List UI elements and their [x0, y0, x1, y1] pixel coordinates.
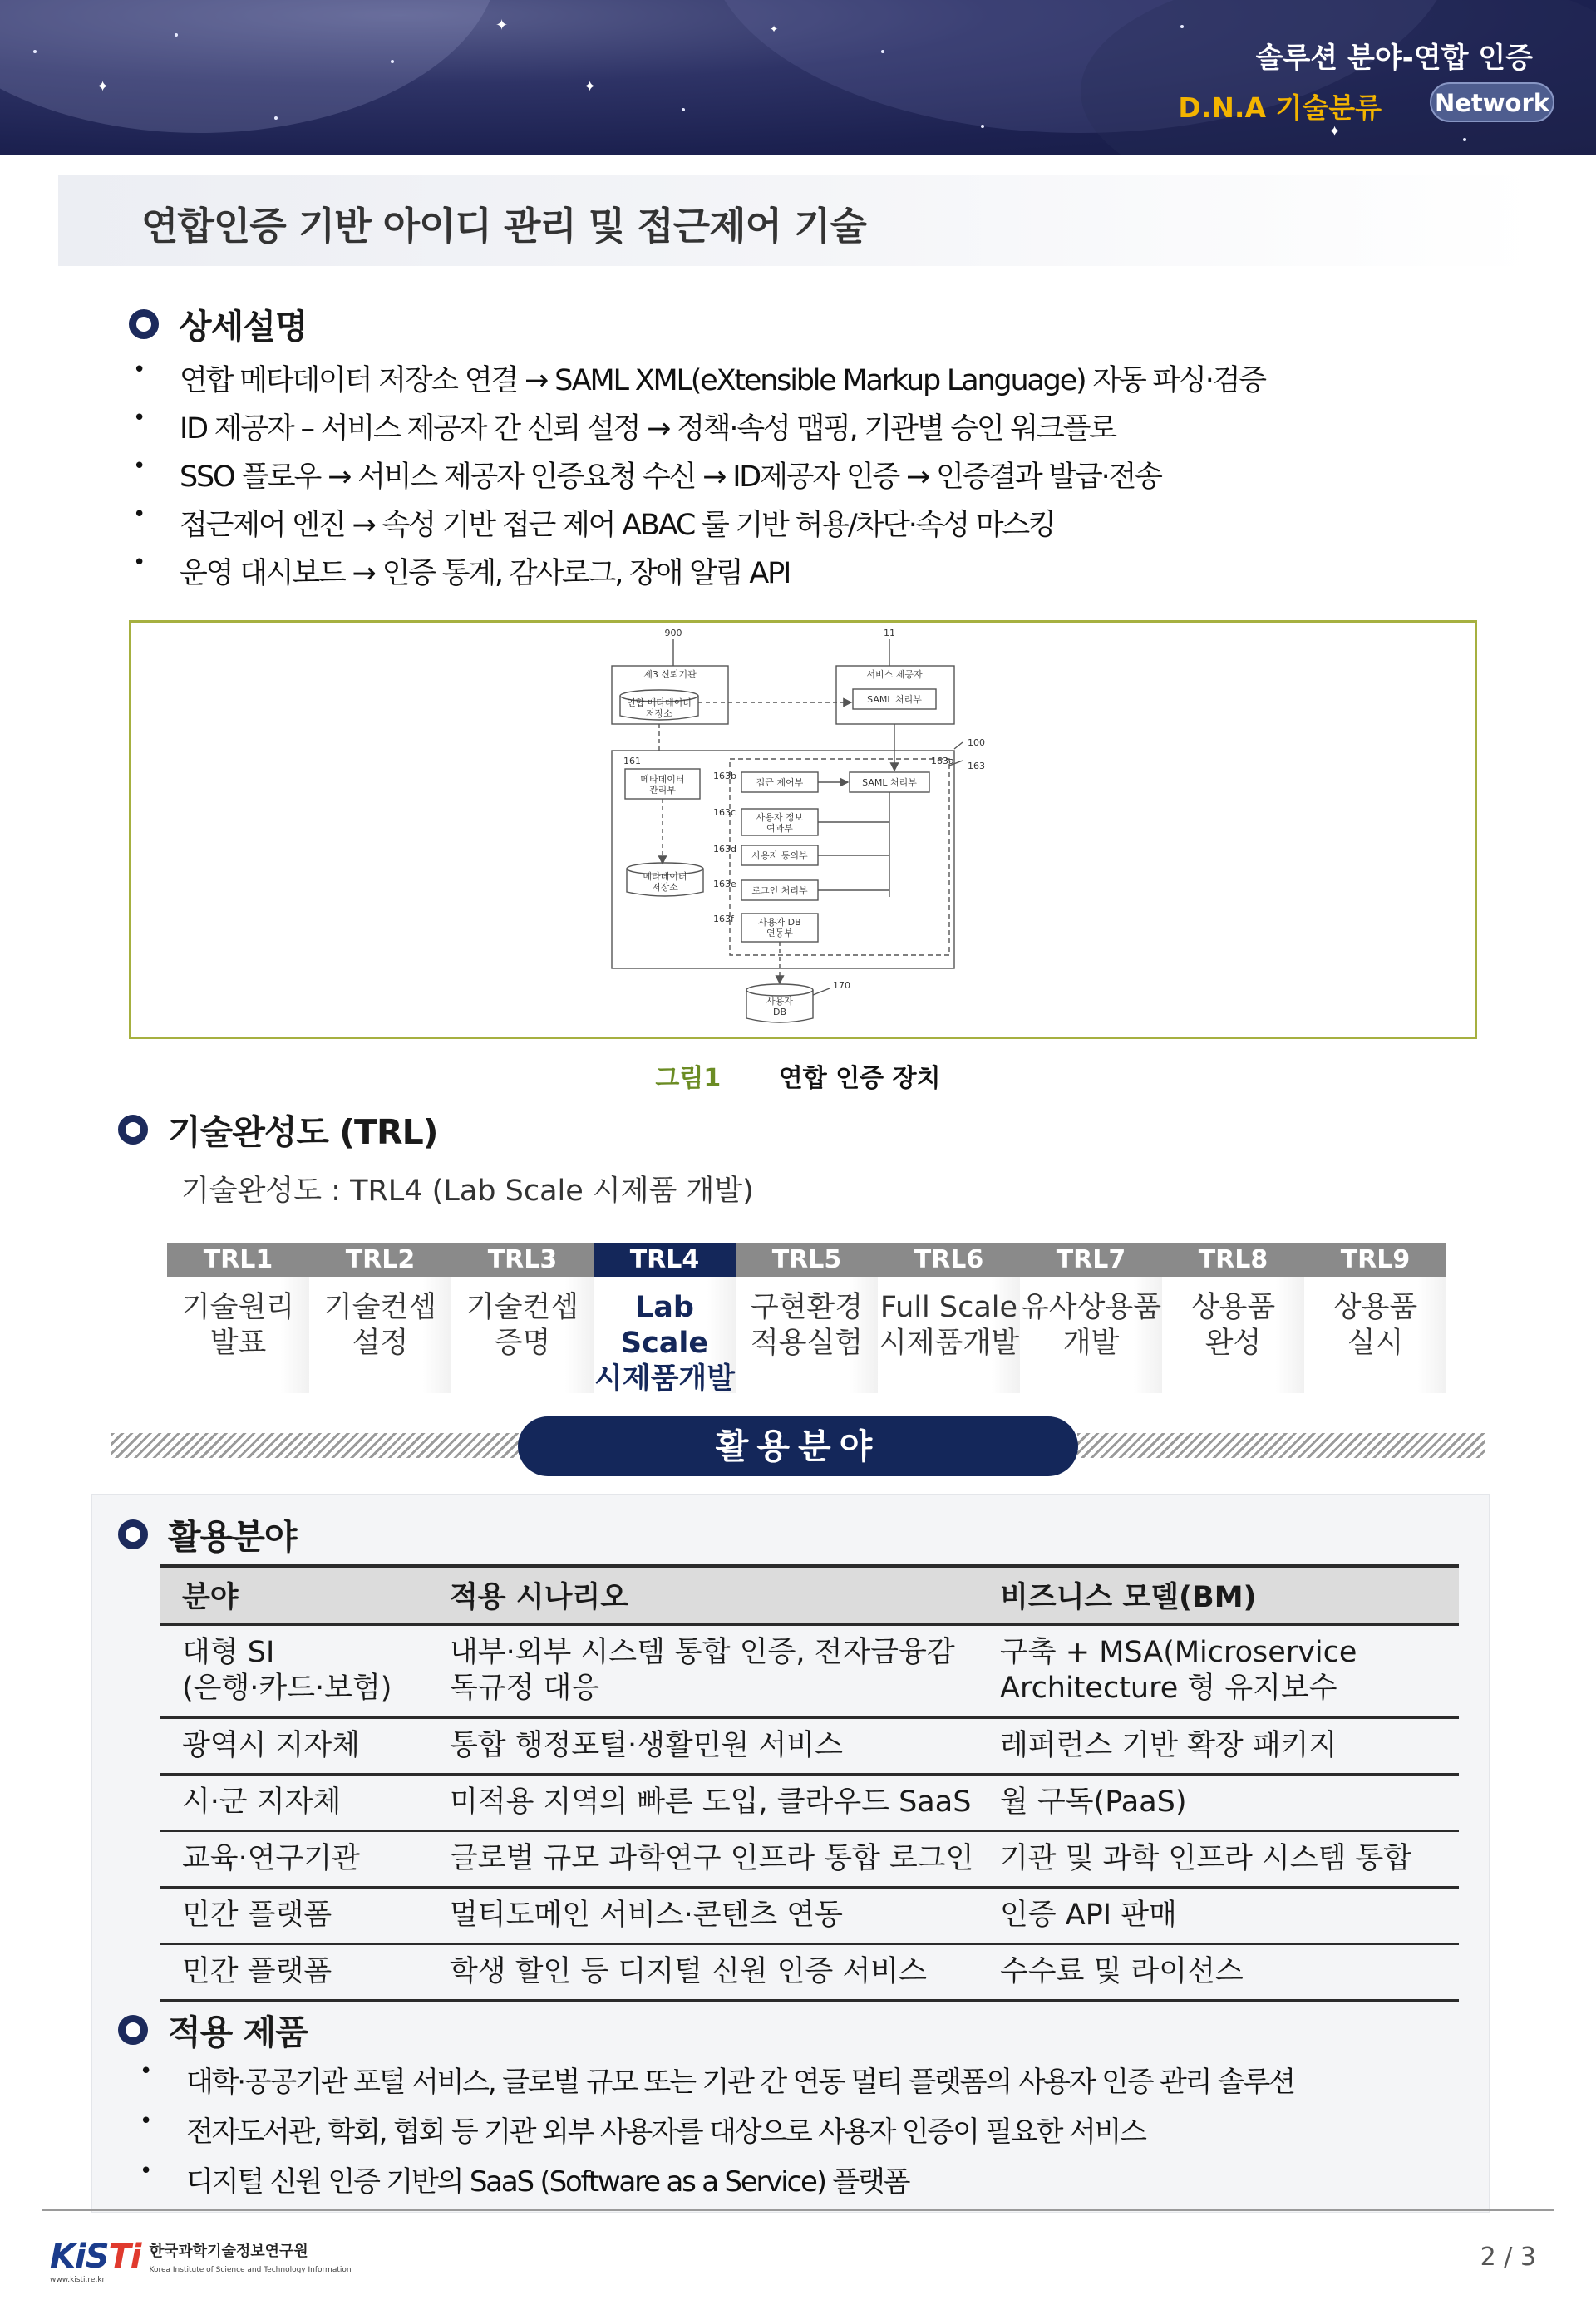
section-bullet-icon [118, 1115, 148, 1145]
diagram-label: 사용자 동의부 [751, 850, 808, 861]
diagram-label: 여과부 [766, 823, 793, 834]
trl-section-heading [118, 1105, 437, 1154]
usage-section-heading [118, 1510, 296, 1559]
diagram-label: SAML 처리부 [867, 694, 922, 705]
star-icon: ✦ [584, 78, 597, 96]
trl-level-line2: 설정 [352, 1327, 409, 1360]
diagram-label: 사용자 정보 [756, 812, 804, 823]
diagram-label: 메타데이터 [643, 871, 687, 882]
table-row [160, 1943, 1459, 2000]
diagram-label: 로그인 처리부 [751, 885, 808, 896]
trl-level-line1: 기술컨셉 [466, 1291, 579, 1324]
bm-cell: 수수료 및 라이선스 [978, 1943, 1459, 2000]
hatch-divider-left [111, 1433, 519, 1458]
kisti-logo [50, 2238, 352, 2284]
trl-level-line2: 시제품개발 [878, 1327, 1020, 1360]
product-item: • 대학·공공기관 포털 서비스, 글로벌 규모 또는 기관 간 연동 멀티 플랫폼의 사용자 인증 관리 솔루션 [140, 2059, 1294, 2109]
detail-list [133, 357, 1265, 598]
diagram-label: 163d [713, 844, 736, 855]
hatch-divider-right [1077, 1433, 1485, 1458]
trl-level-code: TRL6 [878, 1243, 1020, 1277]
table-row [160, 1830, 1459, 1887]
field-cell: 민간 플랫폼 [160, 1943, 428, 2000]
detail-item: • 운영 대시보드 → 인증 통계, 감사로그, 장애 알림 API [133, 550, 1265, 598]
usage-heading-text: 활용분야 [168, 1517, 297, 1557]
diagram-label: 저장소 [646, 708, 672, 719]
trl-level-code: TRL4 [594, 1243, 736, 1277]
trl-level-line1: Full Scale [879, 1291, 1018, 1324]
diagram-label: 170 [833, 980, 850, 991]
section-bullet-icon [118, 1519, 148, 1549]
section-bullet-icon [129, 309, 159, 339]
product-item: • 디지털 신원 인증 기반의 SaaS (Software as a Service) 플랫폼 [140, 2159, 1294, 2209]
trl-level-code: TRL2 [309, 1243, 451, 1277]
trl-level-line2: 적용실험 [750, 1327, 864, 1360]
trl-level-line1: 유사상용품 [1020, 1291, 1162, 1324]
trl-description: 기술완성도 : TRL4 (Lab Scale 시제품 개발) [181, 1175, 754, 1208]
trl-level [1020, 1243, 1162, 1393]
scenario-cell: 멀티도메인 서비스·콘텐츠 연동 [428, 1887, 978, 1943]
trl-level-line2: 실시 [1347, 1327, 1404, 1360]
diagram-label: 11 [884, 628, 895, 638]
bm-cell: 인증 API 판매 [978, 1887, 1459, 1943]
trl-heading-text: 기술완성도 (TRL) [168, 1112, 438, 1152]
diagram-label: 163c [713, 807, 736, 818]
field-cell: 광역시 지자체 [160, 1717, 428, 1774]
trl-level [309, 1243, 451, 1393]
trl-level-code: TRL1 [167, 1243, 309, 1277]
star-icon: ✦ [96, 78, 110, 96]
detail-item: • 연합 메타데이터 저장소 연결 → SAML XML(eXtensible Markup Language) 자동 파싱·검증 [133, 357, 1265, 406]
trl-level [1304, 1243, 1446, 1393]
products-section-heading [118, 2005, 308, 2054]
table-row [160, 1774, 1459, 1830]
trl-level-line1: Lab Scale [620, 1291, 709, 1360]
diagram-label: 사용자 DB [758, 917, 801, 928]
trl-level-line2: 시제품개발 [594, 1362, 736, 1396]
field-cell: 시·군 지자체 [160, 1774, 428, 1830]
diagram-label: 100 [968, 737, 985, 748]
trl-level [167, 1243, 309, 1393]
trl-level-line2: 완성 [1204, 1327, 1262, 1360]
trl-level-code: TRL5 [736, 1243, 878, 1277]
table-row [160, 1887, 1459, 1943]
trl-level-line1: 구현환경 [750, 1291, 864, 1324]
figure-caption-label: 그림1 [655, 1064, 722, 1093]
trl-level-active [594, 1243, 736, 1396]
detail-item: • 접근제어 엔진 → 속성 기반 접근 제어 ABAC 룰 기반 허용/차단·속성 마스킹 [133, 502, 1265, 550]
page-title: 연합인증 기반 아이디 관리 및 접근제어 기술 [141, 204, 866, 249]
diagram-label: DB [772, 1007, 787, 1017]
diagram-label: 서비스 제공자 [866, 669, 923, 680]
trl-level [878, 1243, 1020, 1393]
trl-level-line2: 개발 [1062, 1327, 1120, 1360]
kisti-logo-name: 한국과학기술정보연구원 [149, 2243, 308, 2260]
diagram-label: 163f [713, 914, 734, 924]
diagram-label: 접근 제어부 [756, 777, 804, 788]
column-header: 분야 [160, 1566, 428, 1624]
kisti-logo-url: www.kisti.re.kr [50, 2276, 106, 2284]
header-category: 솔루션 분야-연합 인증 [1255, 42, 1533, 75]
diagram-label: 저장소 [652, 882, 678, 893]
star-icon: ✦ [495, 17, 509, 34]
scenario-cell: 글로벌 규모 과학연구 인프라 통합 로그인 [428, 1830, 978, 1887]
diagram-label: 사용자 [766, 996, 793, 1007]
trl-level [451, 1243, 594, 1393]
products-list [140, 2059, 1294, 2209]
usage-table [160, 1564, 1459, 2002]
scenario-cell: 내부·외부 시스템 통합 인증, 전자금융감 독규정 대응 [428, 1624, 978, 1717]
network-tag-badge: Network [1430, 82, 1554, 122]
diagram-label: SAML 처리부 [862, 777, 917, 788]
footer-divider [42, 2209, 1554, 2211]
figure-box [129, 620, 1477, 1039]
diagram-label: 연동부 [766, 928, 793, 938]
bm-cell: 레퍼런스 기반 확장 패키지 [978, 1717, 1459, 1774]
trl-level-line2: 증명 [494, 1327, 551, 1360]
diagram-label: 관리부 [649, 785, 676, 795]
trl-level-line1: 상용품 [1332, 1291, 1418, 1324]
diagram-label: 163b [713, 771, 736, 781]
table-header-row [160, 1566, 1459, 1624]
usage-banner: 활용분야 [518, 1416, 1078, 1476]
kisti-logo-english: Korea Institute of Science and Technology Information [149, 2266, 352, 2274]
trl-level-line2: 발표 [209, 1327, 267, 1360]
detail-section-heading [129, 299, 307, 348]
star-icon: ✦ [770, 23, 779, 35]
figure-caption [0, 1057, 1596, 1094]
diagram-label: 900 [664, 628, 682, 638]
field-cell: 교육·연구기관 [160, 1830, 428, 1887]
star-icon: ✦ [1328, 123, 1342, 140]
trl-level-code: TRL8 [1162, 1243, 1304, 1277]
bm-cell: 기관 및 과학 인프라 시스템 통합 [978, 1830, 1459, 1887]
trl-scale [167, 1243, 1446, 1396]
diagram-label: 163 [968, 761, 985, 771]
bm-cell: 구축 + MSA(Microservice Architecture 형 유지보수 [978, 1624, 1459, 1717]
products-heading-text: 적용 제품 [168, 2012, 308, 2052]
detail-heading-text: 상세설명 [179, 307, 308, 347]
column-header: 적용 시나리오 [428, 1566, 978, 1624]
trl-level [736, 1243, 878, 1393]
trl-level-line1: 상용품 [1190, 1291, 1276, 1324]
federated-auth-diagram [131, 623, 1475, 1037]
scenario-cell: 학생 할인 등 디지털 신원 인증 서비스 [428, 1943, 978, 2000]
trl-level-code: TRL7 [1020, 1243, 1162, 1277]
trl-level-line1: 기술원리 [181, 1291, 295, 1324]
figure-caption-text: 연합 인증 장치 [778, 1064, 941, 1093]
trl-level-code: TRL9 [1304, 1243, 1446, 1277]
diagram-label: 161 [623, 756, 641, 766]
column-header: 비즈니스 모델(BM) [978, 1566, 1459, 1624]
scenario-cell: 통합 행정포털·생활민원 서비스 [428, 1717, 978, 1774]
diagram-label: 163a [931, 756, 954, 766]
dna-classification-label: D.N.A 기술분류 [1178, 91, 1382, 124]
detail-item: • SSO 플로우 → 서비스 제공자 인증요청 수신 → ID제공자 인증 → 인증결과 발급·전송 [133, 454, 1265, 502]
trl-level-code: TRL3 [451, 1243, 594, 1277]
diagram-label: 163e [713, 879, 736, 889]
diagram-label: 메타데이터 [640, 774, 685, 785]
trl-level-line1: 기술컨셉 [323, 1291, 437, 1324]
table-row [160, 1624, 1459, 1717]
field-cell: 대형 SI (은행·카드·보험) [160, 1624, 428, 1717]
page-number: 2 / 3 [1480, 2243, 1536, 2272]
scenario-cell: 미적용 지역의 빠른 도입, 클라우드 SaaS [428, 1774, 978, 1830]
trl-level [1162, 1243, 1304, 1393]
field-cell: 민간 플랫폼 [160, 1887, 428, 1943]
detail-item: • ID 제공자 – 서비스 제공자 간 신뢰 설정 → 정책·속성 맵핑, 기관별 승인 워크플로 [133, 406, 1265, 454]
product-item: • 전자도서관, 학회, 협회 등 기관 외부 사용자를 대상으로 사용자 인증이 필요한 서비스 [140, 2109, 1294, 2159]
header-banner [0, 0, 1596, 155]
table-row [160, 1717, 1459, 1774]
bm-cell: 월 구독(PaaS) [978, 1774, 1459, 1830]
diagram-label: 제3 신뢰기관 [643, 669, 697, 680]
diagram-label: 연합 메타데이터 [627, 697, 692, 708]
kisti-logo-mark: KiSTi [50, 2238, 141, 2276]
section-bullet-icon [118, 2015, 148, 2045]
